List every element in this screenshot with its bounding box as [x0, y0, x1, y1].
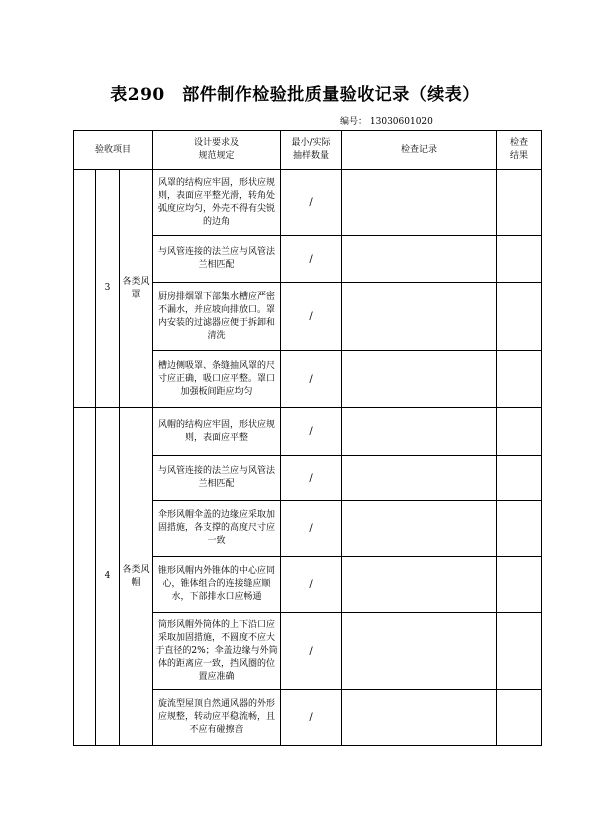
sample-count-cell: / — [281, 690, 342, 746]
sample-count-cell: / — [281, 283, 342, 351]
group-name: 各类风 帽 — [120, 408, 153, 746]
check-record-cell[interactable] — [342, 170, 497, 236]
table-row — [74, 408, 542, 456]
requirement-cell: 槽边侧吸罩、条缝抽风罩的尺寸应正确，吸口应平整。罩口加强板间距应均匀 — [153, 351, 281, 408]
sample-count-cell: / — [281, 557, 342, 613]
check-record-cell[interactable] — [342, 456, 497, 501]
header-item: 验收项目 — [74, 131, 153, 170]
header-design-requirement: 设计要求及 规范规定 — [153, 131, 281, 170]
group-number: 3 — [96, 170, 120, 408]
inspection-table — [73, 130, 542, 746]
check-result-cell[interactable] — [497, 408, 542, 456]
requirement-cell: 与风管连接的法兰应与风管法兰相匹配 — [153, 236, 281, 283]
check-result-cell[interactable] — [497, 170, 542, 236]
group-name: 各类风 罩 — [120, 170, 153, 408]
sample-count-cell: / — [281, 408, 342, 456]
requirement-cell: 筒形风帽外筒体的上下沿口应采取加固措施，不圆度不应大于直径的2%；伞盖边缘与外筒体的距离应一致，挡风圈的位置应准确 — [153, 613, 281, 690]
sample-count-cell: / — [281, 613, 342, 690]
form-code — [340, 114, 433, 127]
check-result-cell[interactable] — [497, 613, 542, 690]
check-record-cell[interactable] — [342, 351, 497, 408]
header-check-result: 检查 结果 — [497, 131, 542, 170]
check-record-cell[interactable] — [342, 501, 497, 557]
check-record-cell[interactable] — [342, 557, 497, 613]
table-row — [74, 170, 542, 236]
check-record-cell[interactable] — [342, 283, 497, 351]
requirement-cell: 厨房排烟罩下部集水槽应严密不漏水，并应坡向排放口。罩内安装的过滤器应便于拆卸和清洗 — [153, 283, 281, 351]
check-result-cell[interactable] — [497, 283, 542, 351]
group-spacer — [74, 408, 96, 746]
header-row — [74, 131, 542, 170]
code-value: 13030601020 — [369, 117, 433, 127]
requirement-cell: 锥形风帽内外锥体的中心应同心，锥体组合的连接缝应顺水，下部排水口应畅通 — [153, 557, 281, 613]
check-result-cell[interactable] — [497, 690, 542, 746]
sample-count-cell: / — [281, 170, 342, 236]
page-title: 表290 部件制作检验批质量验收记录（续表） — [110, 85, 480, 105]
sample-count-cell: / — [281, 501, 342, 557]
sample-count-cell: / — [281, 456, 342, 501]
check-result-cell[interactable] — [497, 236, 542, 283]
group-spacer — [74, 170, 96, 408]
check-result-cell[interactable] — [497, 456, 542, 501]
sample-count-cell: / — [281, 351, 342, 408]
check-record-cell[interactable] — [342, 236, 497, 283]
requirement-cell: 风帽的结构应牢固，形状应规则，表面应平整 — [153, 408, 281, 456]
check-result-cell[interactable] — [497, 501, 542, 557]
requirement-cell: 伞形风帽伞盖的边缘应采取加固措施，各支撑的高度尺寸应一致 — [153, 501, 281, 557]
group-number: 4 — [96, 408, 120, 746]
check-record-cell[interactable] — [342, 690, 497, 746]
requirement-cell: 与风管连接的法兰应与风管法兰相匹配 — [153, 456, 281, 501]
code-label: 编号： — [340, 117, 368, 127]
check-result-cell[interactable] — [497, 557, 542, 613]
check-record-cell[interactable] — [342, 613, 497, 690]
requirement-cell: 风罩的结构应牢固，形状应规则，表面应平整光滑，转角处弧度应均匀，外壳不得有尖锐的边角 — [153, 170, 281, 236]
check-record-cell[interactable] — [342, 408, 497, 456]
requirement-cell: 旋流型屋顶自然通风器的外形应规整，转动应平稳流畅，且不应有碰擦音 — [153, 690, 281, 746]
check-result-cell[interactable] — [497, 351, 542, 408]
sample-count-cell: / — [281, 236, 342, 283]
header-sample-count: 最小/实际 抽样数量 — [281, 131, 342, 170]
header-check-record: 检查记录 — [342, 131, 497, 170]
